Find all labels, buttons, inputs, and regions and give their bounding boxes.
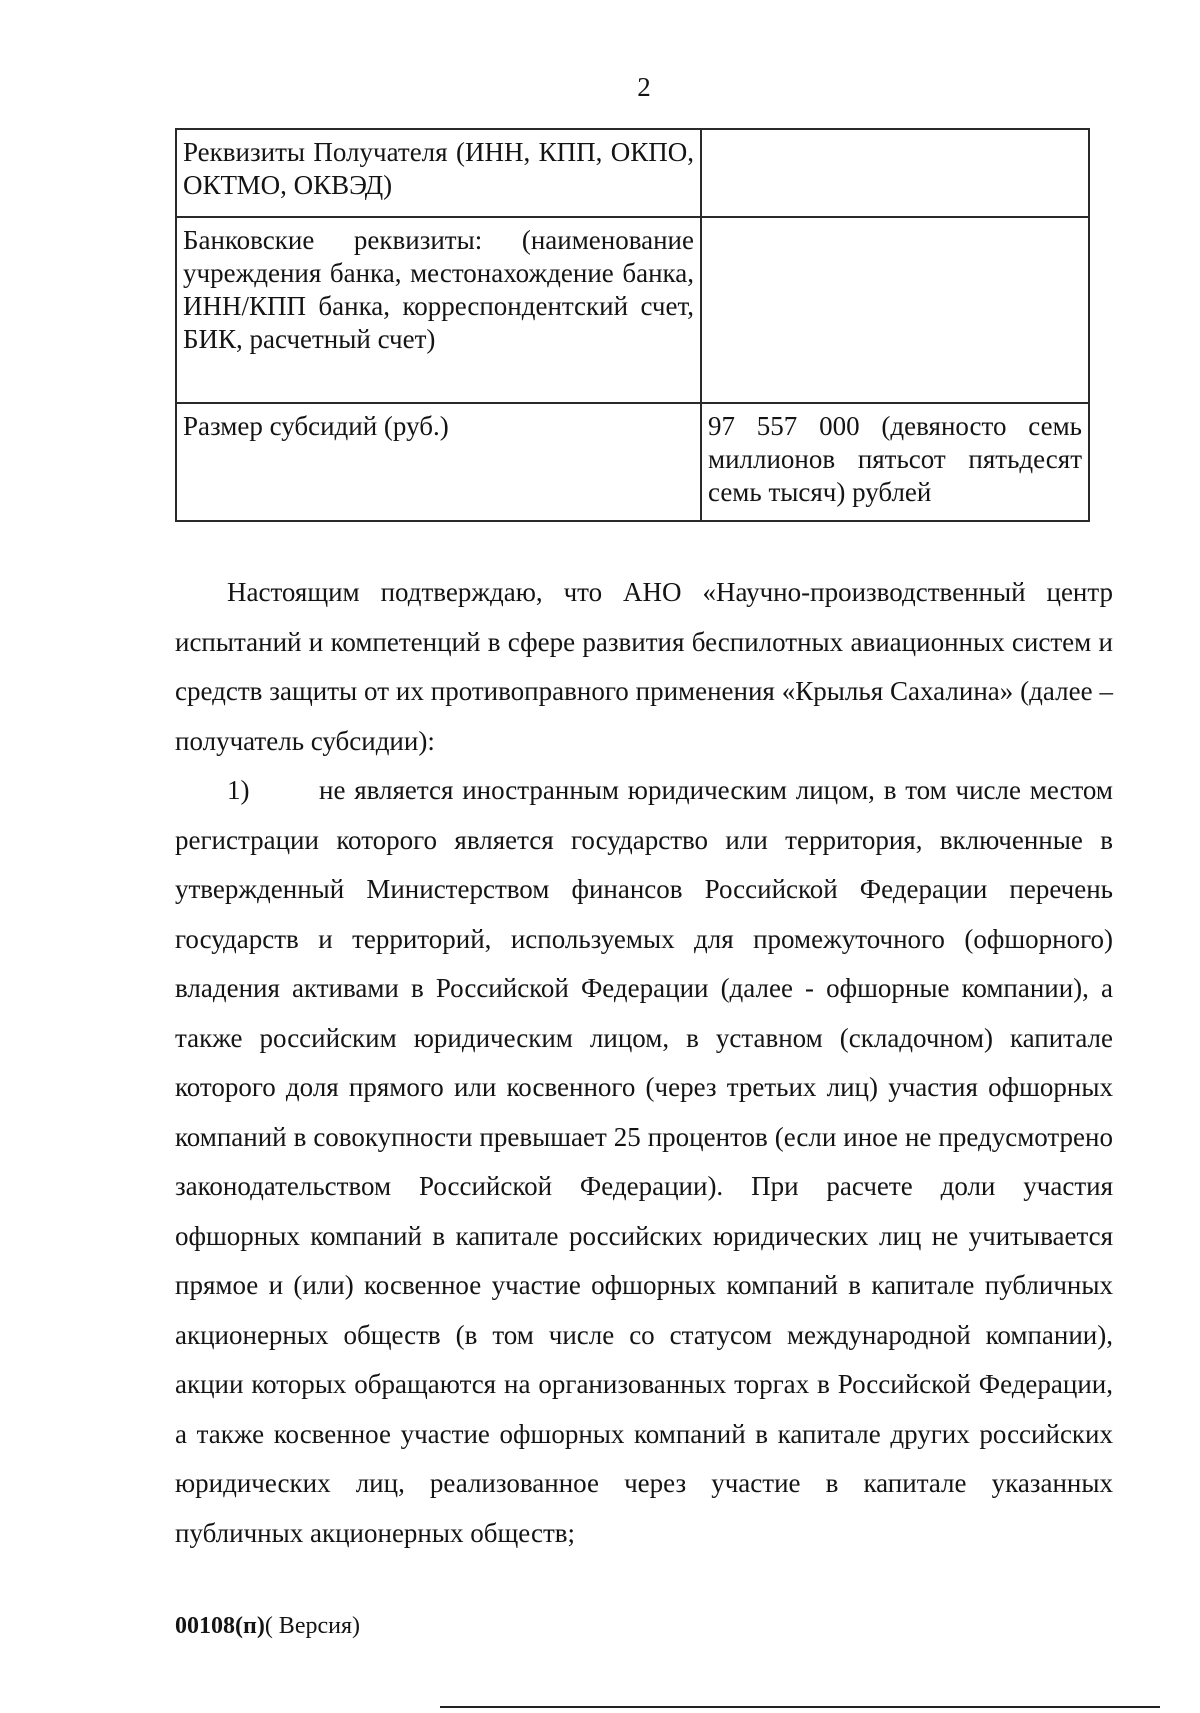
table-row — [176, 403, 1089, 521]
table-row — [176, 217, 1089, 403]
intro-paragraph: Настоящим подтверждаю, что АНО «Научно-производственный центр испытаний и компетенций в сфере развития беспилотных авиационных систем и средств защиты от их противоправного применения «Крылья Сахалина» (далее – получатель субсидии): — [175, 577, 1113, 756]
row-label: Реквизиты Получателя (ИНН, КПП, ОКПО, ОКТМО, ОКВЭД) — [176, 129, 701, 217]
requisites-table — [175, 128, 1090, 522]
row-label: Размер субсидий (руб.) — [176, 403, 701, 521]
footer-code — [175, 1612, 360, 1640]
row-value — [701, 129, 1089, 217]
list-item — [175, 766, 1113, 1558]
document-code: 00108(п) — [175, 1613, 265, 1639]
bottom-divider — [440, 1706, 1160, 1708]
table-row — [176, 129, 1089, 217]
item-number: 1) — [227, 775, 250, 805]
item-text: не является иностранным юридическим лицом, в том числе местом регистрации которого является государство или территория, включенные в утвержденный Министерством финансов Российской Федерации перечень государств и территорий, используемых для промежуточного (офшорного) владения активами в Российской Федерации (далее - офшорные компании), а также российским юридическим лицом, в уставном (складочном) капитале которого доля прямого или косвенного (через третьих лиц) участия офшорных компаний в совокупности превышает 25 процентов (если иное не предусмотрено законодательством Российской Федерации). При расчете доли участия офшорных компаний в капитале российских юридических лиц не учитывается прямое и (или) косвенное участие офшорных компаний в капитале публичных акционерных обществ (в том числе со статусом международной компании), акции которых обращаются на организованных торгах в Российской Федерации, а также косвенное участие офшорных компаний в капитале других российских юридических лиц, реализованное через участие в капитале указанных публичных акционерных обществ; — [175, 775, 1113, 1548]
row-label: Банковские реквизиты: (наименование учреждения банка, местонахождение банка, ИНН/КПП банка, корреспондентский счет, БИК, расчетный счет) — [176, 217, 701, 403]
row-value — [701, 217, 1089, 403]
row-value: 97 557 000 (девяносто семь миллионов пятьсот пятьдесят семь тысяч) рублей — [701, 403, 1089, 521]
document-body — [175, 568, 1113, 1558]
version-label: ( Версия) — [264, 1613, 360, 1639]
page-number: 2 — [637, 72, 651, 102]
